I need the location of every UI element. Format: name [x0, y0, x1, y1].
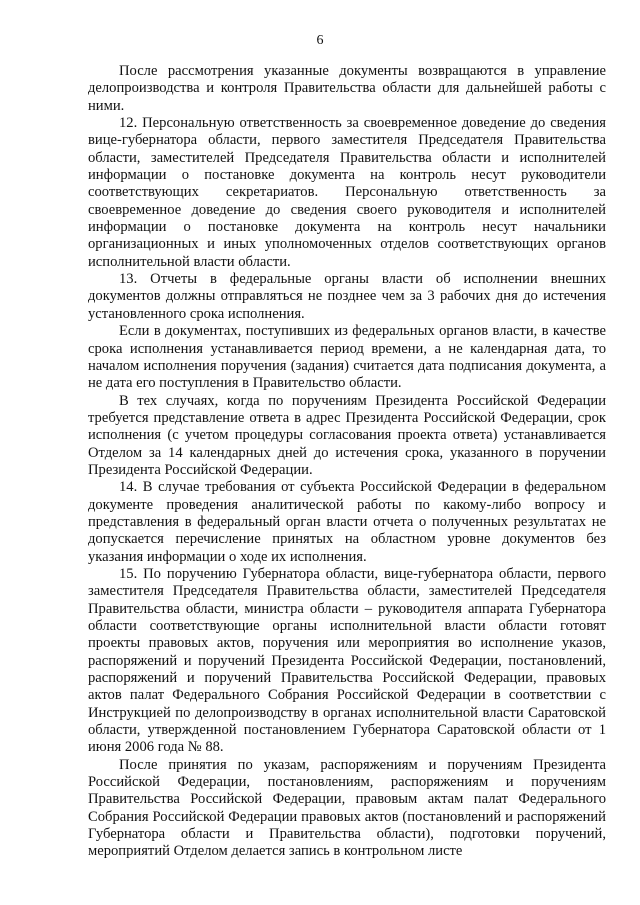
document-body [88, 63, 606, 861]
page-number: 6 [316, 33, 324, 48]
paragraph-after-adoption: После принятия по указам, распоряжениям и поручениям Президента Российской Федерации, постановлениям, распоряжениям и поручениям Правительства Российской Федерации, правовым актам палат Федерального Собрания Российской Федерации правовых актов (постановлений и распоряжений Губернатора области и Правительства области), подготовки поручений, мероприятий Отделом делается запись в контрольном листе [88, 756, 606, 860]
paragraph-item-14: 14. В случае требования от субъекта Российской Федерации в федеральном документе проведения аналитической работы по какому-либо вопросу и представления в федеральный орган власти отчета о полученных результатах не допускается перечисление принятых на областном уровне документов без указания информации о ходе их исполнения. [88, 479, 606, 565]
paragraph-return-documents: После рассмотрения указанные документы возвращаются в управление делопроизводства и контроля Правительства области для дальнейшей работы с ними. [88, 63, 606, 114]
paragraph-item-13: 13. Отчеты в федеральные органы власти об исполнении внешних документов должны отправляться не позднее чем за 3 рабочих дня до истечения установленного срока исполнения. [88, 271, 606, 322]
paragraph-president-orders: В тех случаях, когда по поручениям Президента Российской Федерации требуется представление ответа в адрес Президента Российской Федерации, срок исполнения (с учетом процедуры согласования проекта ответа) устанавливается Отделом за 14 календарных дней до истечения срока, указанного в поручении Президента Российской Федерации. [88, 392, 606, 478]
paragraph-period-of-execution: Если в документах, поступивших из федеральных органов власти, в качестве срока исполнения устанавливается период времени, а не календарная дата, то началом исполнения поручения (задания) считается дата подписания документа, а не дата его поступления в Правительство области. [88, 323, 606, 392]
paragraph-item-12: 12. Персональную ответственность за своевременное доведение до сведения вице-губернатора области, первого заместителя Председателя Правительства области, заместителей Председателя Правительства области и исполнителей информации о постановке документа на контроль несут руководители соответствующих секретариатов. Персональную ответственность за своевременное доведение до сведения своего руководителя и исполнителей информации о постановке документа на контроль несут начальники организационных и иных уполномоченных отделов соответствующих органов исполнительной власти области. [88, 115, 606, 270]
paragraph-item-15: 15. По поручению Губернатора области, вице-губернатора области, первого заместителя Председателя Правительства области, заместителей Председателя Правительства области, министра области – руководителя аппарата Губернатора области соответствующие органы исполнительной власти области готовят проекты правовых актов, поручения или мероприятия во исполнение указов, распоряжений и поручений Президента Российской Федерации, постановлений, распоряжений и поручений Правительства Российской Федерации, правовых актов палат Федерального Собрания Российской Федерации в соответствии с Инструкцией по делопроизводству в органах исполнительной власти Саратовской области, утвержденной постановлением Губернатора Саратовской области от 1 июня 2006 года № 88. [88, 565, 606, 756]
